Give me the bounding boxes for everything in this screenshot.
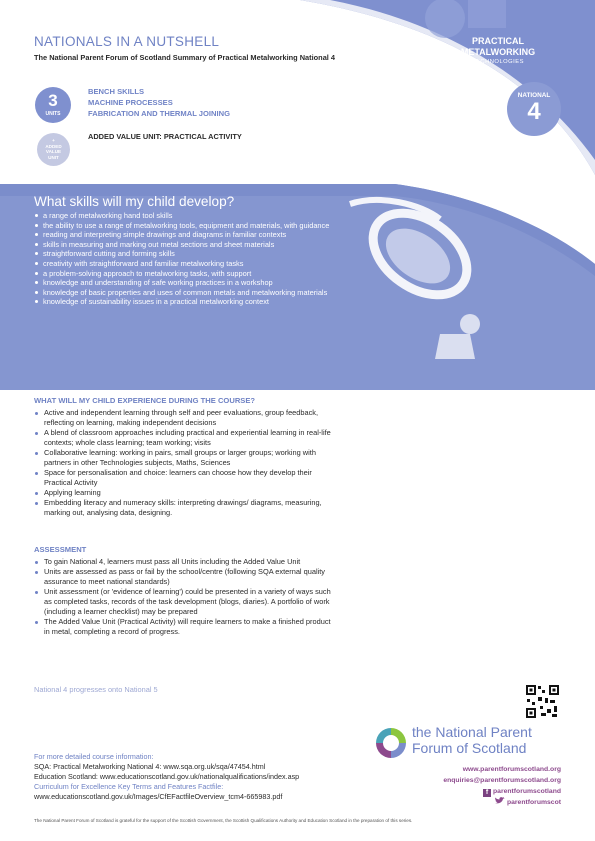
list-item: creativity with straightforward and familiar metalworking tasks <box>34 259 334 269</box>
twitter-icon <box>495 797 505 805</box>
website-link[interactable]: www.parentforumscotland.org <box>462 766 561 773</box>
added-value-unit: ADDED VALUE UNIT: PRACTICAL ACTIVITY <box>88 132 242 141</box>
added-value-plus: + <box>52 138 55 143</box>
level-number: 4 <box>527 98 541 125</box>
list-item: Collaborative learning: working in pairs, small groups or larger groups; working with partners in other Technologies subjects, Maths, Sciences <box>34 448 334 468</box>
list-item: skills in measuring and marking out metal sections and sheet materials <box>34 240 334 250</box>
added-value-l1: ADDED <box>45 143 62 149</box>
cfe-link[interactable]: www.educationscotland.gov.uk/Images/CfEFactfileOverview_tcm4-665983.pdf <box>34 792 283 801</box>
units-badge <box>35 87 71 123</box>
twitter-link[interactable] <box>380 797 561 808</box>
qr-code-icon <box>525 684 560 719</box>
more-info-label: For more detailed course information: <box>34 752 154 761</box>
list-item: knowledge and understanding of safe working practices in a workshop <box>34 278 334 288</box>
unit-list <box>88 86 230 119</box>
units-count: 3 <box>48 91 58 110</box>
unit-name: BENCH SKILLS <box>88 87 145 96</box>
list-item: knowledge of basic properties and uses of common metals and metalworking materials <box>34 288 334 298</box>
organisation-name-line-1: the National Parent <box>412 724 532 740</box>
npfs-logo-icon <box>373 725 409 761</box>
facebook-link[interactable] <box>380 786 561 797</box>
list-item: Unit assessment (or 'evidence of learning') could be presented in a variety of ways such as completed tasks, records of the task development (blogs, diaries). A portfolio of work (including a learner checklist) may be prepared <box>34 587 334 617</box>
added-value-badge <box>37 133 70 166</box>
footer-acknowledgement: The National Parent Forum of Scotland is grateful for the support of the Scottish Government, the Scottish Qualifications Authority and Education Scotland in the preparation of this series. <box>34 818 413 823</box>
list-item: straightforward cutting and forming skills <box>34 249 334 259</box>
organisation-name <box>412 724 532 756</box>
assessment-heading: ASSESSMENT <box>34 545 87 554</box>
list-item: A blend of classroom approaches including practical and experiential learning in real-life contexts; whole class learning; team working; visits <box>34 428 334 448</box>
page-title: NATIONALS IN A NUTSHELL <box>34 34 220 49</box>
list-item: the ability to use a range of metalworking tools, equipment and materials, with guidance <box>34 221 334 231</box>
education-scotland-link[interactable]: Education Scotland: www.educationscotland.gov.uk/nationalqualifications/index.asp <box>34 772 300 781</box>
facebook-icon: f <box>483 789 491 797</box>
list-item: Space for personalisation and choice: learners can choose how they develop their Practical Activity <box>34 468 334 488</box>
facebook-handle: parentforumscotland <box>493 788 561 795</box>
twitter-handle: parentforumscot <box>506 799 561 806</box>
header <box>34 34 434 62</box>
contact-details <box>380 764 561 808</box>
list-item: Active and independent learning through self and peer evaluations, group feedback, reflecting on learning, making independent decisions <box>34 408 334 428</box>
subject-category: TECHNOLOGIES <box>471 59 525 65</box>
list-item: To gain National 4, learners must pass all Units including the Added Value Unit <box>34 557 334 567</box>
unit-name: MACHINE PROCESSES <box>88 98 173 107</box>
added-value-l3: UNIT <box>48 154 59 160</box>
list-item: a range of metalworking hand tool skills <box>34 211 334 221</box>
more-info <box>34 752 374 802</box>
list-item: knowledge of sustainability issues in a practical metalworking context <box>34 297 334 307</box>
email-link[interactable]: enquiries@parentforumscotland.org <box>443 777 561 784</box>
subject-badge <box>449 36 547 65</box>
page-subtitle: The National Parent Forum of Scotland Summary of Practical Metalworking National 4 <box>34 53 336 62</box>
list-item: reading and interpreting simple drawings and diagrams in familiar contexts <box>34 230 334 240</box>
level-badge <box>507 82 561 136</box>
added-value-l2: VALUE <box>45 149 62 155</box>
sqa-link[interactable]: SQA: Practical Metalworking National 4: www.sqa.org.uk/sqa/47454.html <box>34 762 266 771</box>
list-item: Embedding literacy and numeracy skills: interpreting drawings/ diagrams, measuring, marking out, analysing data, designing. <box>34 498 334 518</box>
skills-list <box>34 211 334 307</box>
experience-heading: WHAT WILL MY CHILD EXPERIENCE DURING THE COURSE? <box>34 396 256 405</box>
subject-line-1: PRACTICAL <box>472 36 524 46</box>
list-item: Applying learning <box>34 488 334 498</box>
skills-title: What skills will my child develop? <box>34 194 235 209</box>
progression-note: National 4 progresses onto National 5 <box>34 685 158 694</box>
list-item: The Added Value Unit (Practical Activity) will require learners to make a finished product in metal, completing a record of progress. <box>34 617 334 637</box>
organisation-name-line-2: Forum of Scotland <box>412 740 527 756</box>
level-label: NATIONAL <box>517 92 551 99</box>
list-item: a problem-solving approach to metalworking tasks, with support <box>34 269 334 279</box>
experience-list <box>34 408 334 518</box>
unit-name: FABRICATION AND THERMAL JOINING <box>88 109 231 118</box>
list-item: Units are assessed as pass or fail by the school/centre (following SQA external quality assurance to meet national standards) <box>34 567 334 587</box>
cfe-label: Curriculum for Excellence Key Terms and Features Factfile: <box>34 782 224 791</box>
units-label: UNITS <box>45 111 61 117</box>
subject-line-2: METALWORKING <box>460 47 536 57</box>
assessment-list <box>34 557 334 637</box>
